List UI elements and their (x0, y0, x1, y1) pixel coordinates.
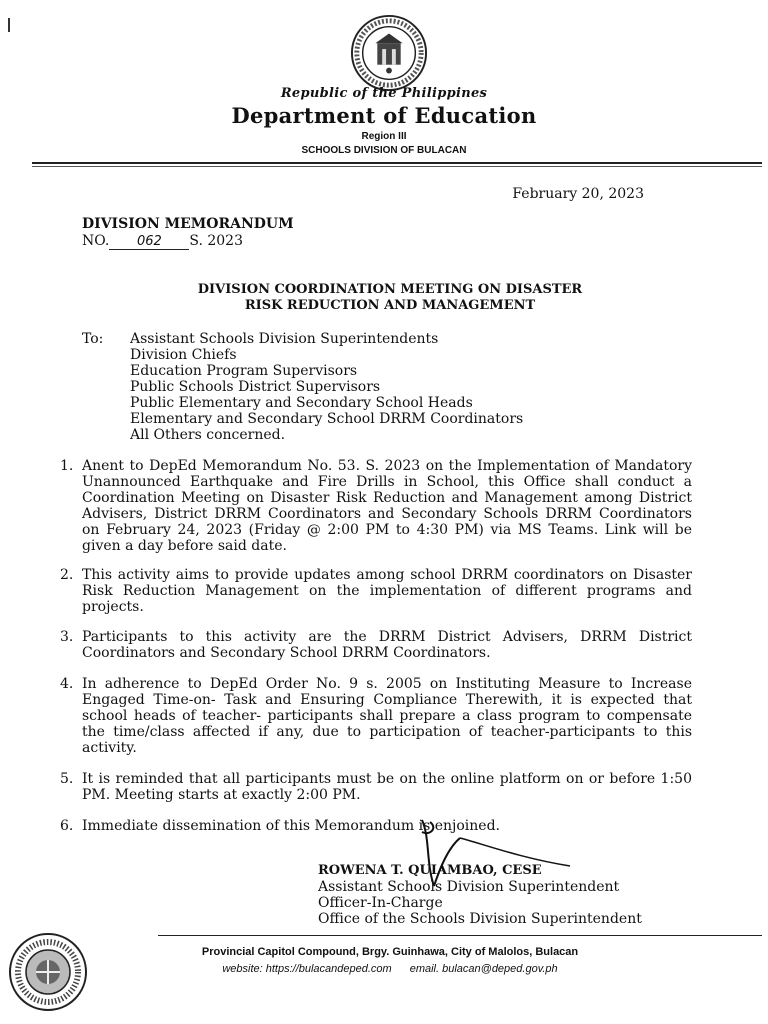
paragraph-number: 5. (60, 771, 74, 787)
body-paragraph-6 (60, 818, 692, 834)
paragraph-number: 3. (60, 629, 74, 645)
header-divider (32, 162, 762, 164)
signatory-office: Office of the Schools Division Superintendent (318, 911, 642, 927)
memo-title (150, 282, 630, 314)
paragraph-text: Anent to DepEd Memorandum No. 53. S. 2023 on the Implementation of Mandatory Unannounced Earthquake and Fire Drills in School, this Office shall conduct a Coordination Meeting on Disaster Risk Reduction and Management among District Advisers, District DRRM Coordinators and Secondary Schools DRRM Coordinators on February 24, 2023 (Friday @ 2:00 PM to 4:30 PM) via MS Teams. Link will be given a day before said date. (82, 458, 692, 554)
recipient-item: Education Program Supervisors (130, 363, 358, 379)
paragraph-number: 6. (60, 818, 74, 834)
recipients-label: To: (82, 331, 104, 347)
footer-contact (130, 963, 650, 975)
paragraph-text: In adherence to DepEd Order No. 9 s. 2005 on Instituting Measure to Increase Engaged Time-on- Task and Ensuring Compliance Therewith, it is expected that school heads of teacher- participants shall prepare a class program to compensate the time/class affected if any, due to participation of teacher-participants to this activity. (82, 676, 692, 756)
body-paragraph-5 (60, 771, 692, 803)
memo-number-value: 062 (109, 234, 189, 250)
deped-seal-icon (350, 14, 428, 92)
signatory-title: Assistant Schools Division Superintendent (318, 879, 620, 895)
memo-label: DIVISION MEMORANDUM (82, 216, 294, 232)
recipient-item: All Others concerned. (130, 427, 286, 443)
paragraph-number: 1. (60, 458, 74, 474)
recipient-item: Public Schools District Supervisors (130, 379, 381, 395)
department-heading: Department of Education (231, 103, 537, 128)
scan-mark (8, 18, 10, 32)
header-divider-thin (32, 166, 762, 167)
recipient-item: Elementary and Secondary School DRRM Coordinators (130, 411, 524, 427)
signatory-block (318, 863, 642, 927)
division-seal-icon (8, 932, 88, 1012)
memo-date: February 20, 2023 (512, 186, 644, 202)
memo-number-prefix: NO. (82, 233, 110, 249)
recipient-item: Division Chiefs (130, 347, 237, 363)
recipient-item: Public Elementary and Secondary School Heads (130, 395, 473, 411)
footer-website: website: https://bulacandeped.com (222, 963, 392, 975)
body-paragraph-1 (60, 458, 692, 554)
paragraph-number: 2. (60, 567, 74, 583)
recipient-item: Assistant Schools Division Superintendents (130, 331, 439, 347)
republic-heading: Republic of the Philippines (280, 86, 488, 101)
region-heading: Region III (361, 131, 407, 142)
paragraph-text: It is reminded that all participants must be on the online platform on or before 1:50 PM. Meeting starts at exactly 2:00 PM. (82, 771, 692, 803)
footer-divider (158, 935, 762, 936)
footer-address: Provincial Capitol Compound, Brgy. Guinhawa, City of Malolos, Bulacan (201, 946, 579, 958)
memo-title-line1: DIVISION COORDINATION MEETING ON DISASTER (197, 282, 583, 297)
signatory-name: ROWENA T. QUIAMBAO, CESE (318, 863, 542, 878)
recipients-list (130, 331, 523, 443)
signatory-title: Officer-In-Charge (318, 895, 443, 911)
body-paragraph-2 (60, 567, 692, 615)
division-heading: SCHOOLS DIVISION OF BULACAN (301, 145, 467, 156)
paragraph-text: Immediate dissemination of this Memorandum is enjoined. (82, 818, 500, 834)
body-paragraph-4 (60, 676, 692, 756)
memo-number (82, 233, 243, 250)
memo-series: S. 2023 (189, 233, 243, 249)
paragraph-text: This activity aims to provide updates among school DRRM coordinators on Disaster Risk Reduction Management on the implementation of different programs and projects. (82, 567, 692, 615)
paragraph-number: 4. (60, 676, 74, 692)
memo-title-line2: RISK REDUCTION AND MANAGEMENT (244, 298, 536, 313)
paragraph-text: Participants to this activity are the DRRM District Advisers, DRRM District Coordinators and Secondary School DRRM Coordinators. (82, 629, 692, 661)
footer-email: email. bulacan@deped.gov.ph (409, 963, 558, 975)
body-paragraph-3 (60, 629, 692, 661)
